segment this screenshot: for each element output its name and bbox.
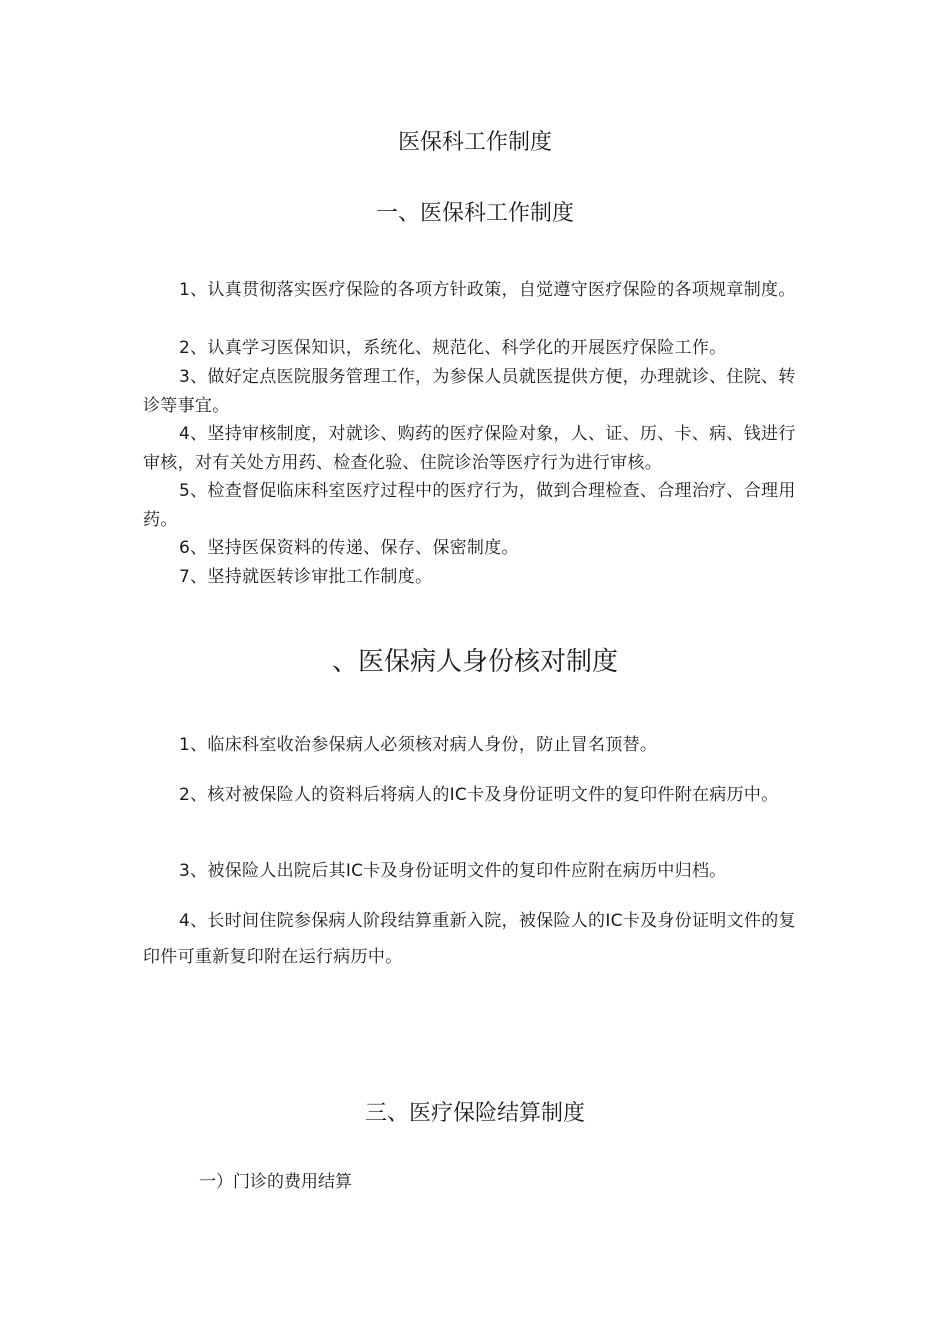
section-1-item-4: 4、坚持审核制度，对就诊、购药的医疗保险对象，人、证、历、卡、病、钱进行审核，对有关处方用药、检查化验、住院诊治等医疗行为进行审核。 [143, 424, 796, 473]
section-2-heading: 、医保病人身份核对制度 [331, 647, 618, 677]
section-1-item-3: 3、做好定点医院服务管理工作，为参保人员就医提供方便，办理就诊、住院、转诊等事宜。 [143, 367, 796, 416]
section-1-item-5: 5、检查督促临床科室医疗过程中的医疗行为，做到合理检查、合理治疗、合理用药。 [143, 481, 796, 530]
section-2-item-4: 4、长时间住院参保病人阶段结算重新入院，被保险人的IC卡及身份证明文件的复印件可重新复印附在运行病历中。 [143, 911, 796, 967]
section-2-item-2: 2、核对被保险人的资料后将病人的IC卡及身份证明文件的复印件附在病历中。 [179, 785, 779, 805]
section-2-item-3: 3、被保险人出院后其IC卡及身份证明文件的复印件应附在病历中归档。 [179, 861, 727, 881]
section-2-item-1: 1、临床科室收治参保病人必须核对病人身份，防止冒名顶替。 [179, 735, 658, 755]
document-title: 医保科工作制度 [397, 130, 552, 155]
section-3-heading: 三、医疗保险结算制度 [364, 1101, 585, 1126]
section-1-item-6: 6、坚持医保资料的传递、保存、保密制度。 [179, 538, 519, 558]
section-1-item-7: 7、坚持就医转诊审批工作制度。 [179, 567, 433, 587]
section-3-subheading: 一）门诊的费用结算 [199, 1172, 352, 1192]
section-1-item-1: 1、认真贯彻落实医疗保险的各项方针政策，自觉遵守医疗保险的各项规章制度。 [179, 280, 796, 300]
section-1-heading: 一、医保科工作制度 [375, 201, 574, 226]
section-1-item-2: 2、认真学习医保知识，系统化、规范化、科学化的开展医疗保险工作。 [179, 338, 727, 358]
